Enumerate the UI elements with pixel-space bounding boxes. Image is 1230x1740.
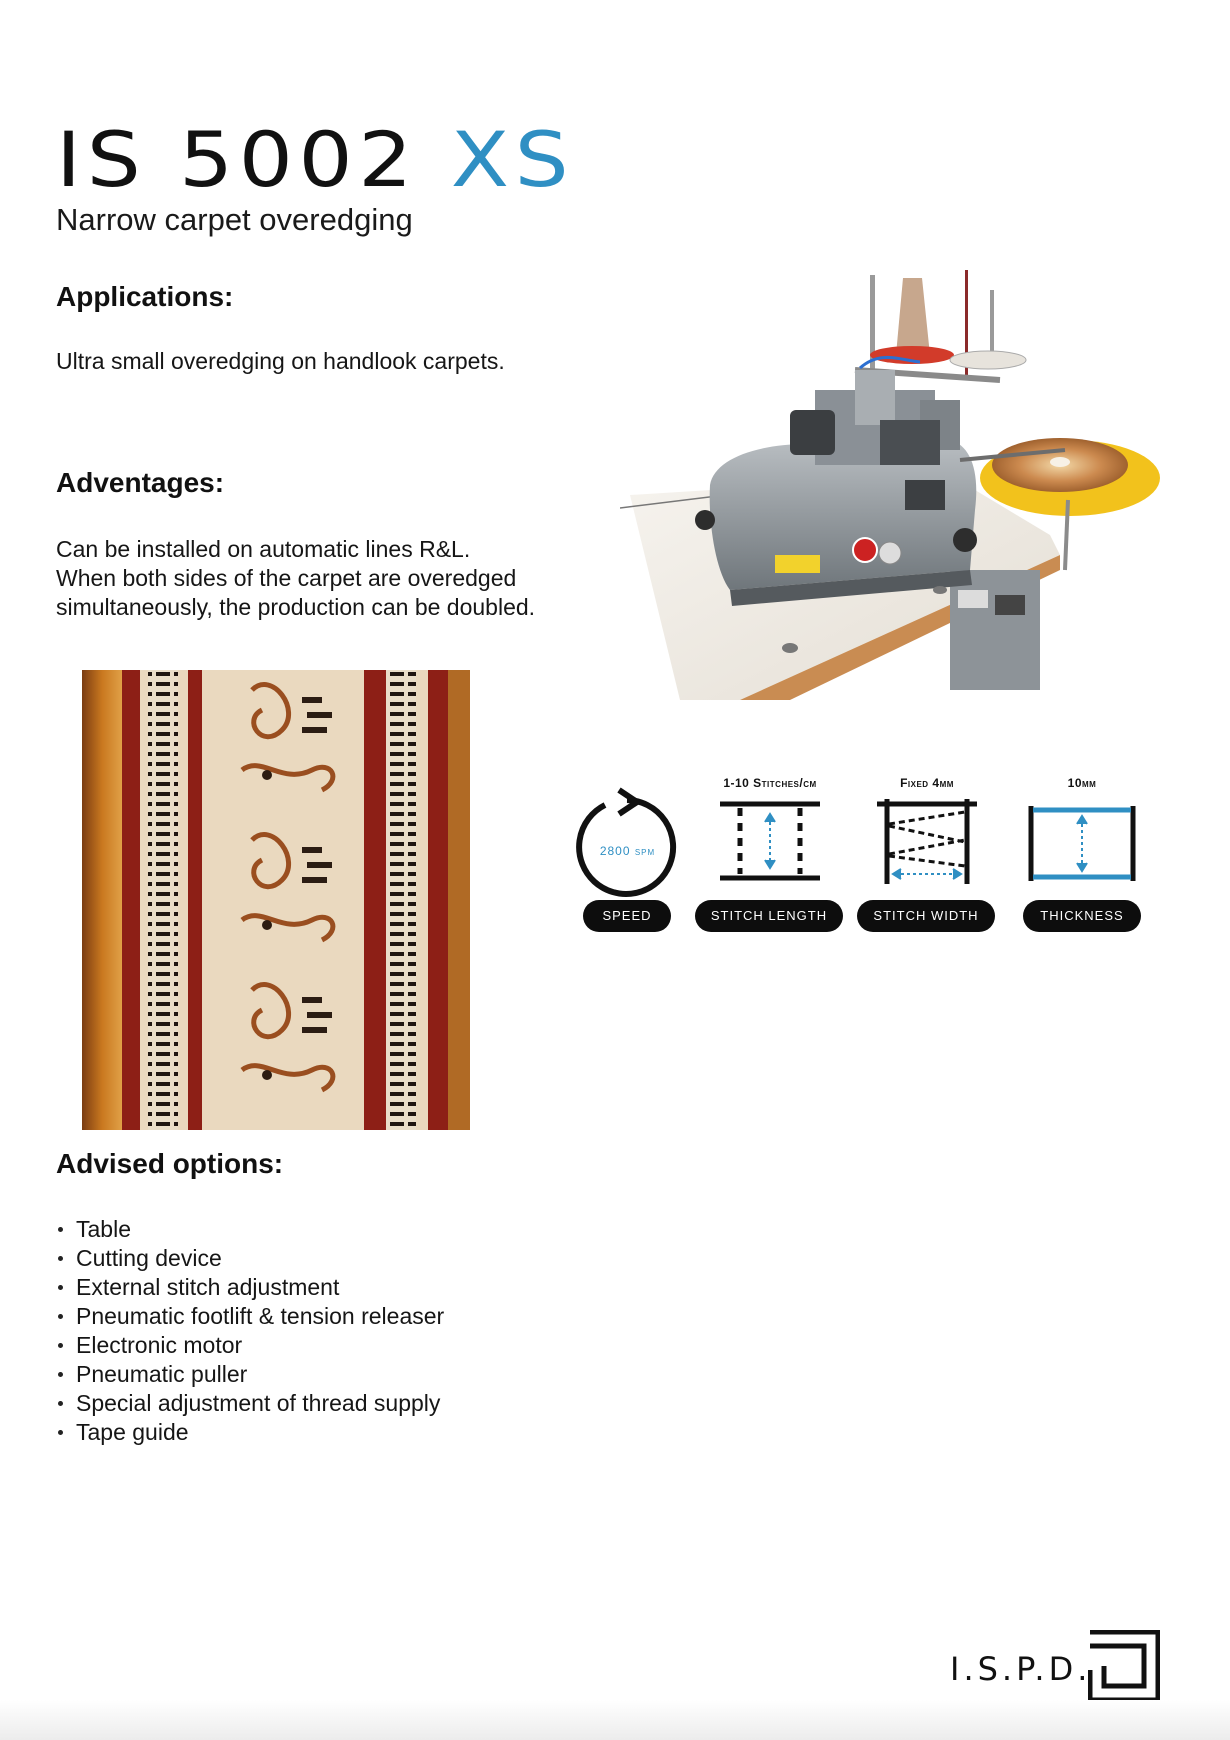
bullet-icon — [58, 1430, 63, 1435]
spec-speed — [575, 776, 680, 936]
list-item: Pneumatic puller — [56, 1360, 444, 1389]
speed-label: SPEED — [583, 900, 671, 932]
bullet-icon — [58, 1314, 63, 1319]
spec-thickness — [1022, 776, 1142, 936]
list-item: Table — [56, 1215, 444, 1244]
bullet-icon — [58, 1256, 63, 1261]
advantages-text — [56, 535, 535, 622]
advantages-line: simultaneously, the production can be doubled. — [56, 594, 536, 620]
sewing-machine-image — [620, 270, 1180, 700]
bullet-icon — [58, 1285, 63, 1290]
stitch-length-value: 1-10 Stitches/cm — [723, 776, 817, 790]
product-title — [56, 112, 574, 208]
ispd-logo-icon — [1088, 1630, 1160, 1702]
product-model: IS 5002 — [56, 115, 419, 204]
list-item: Tape guide — [56, 1418, 444, 1447]
speed-value: 2800 spm — [599, 844, 656, 858]
bullet-icon — [58, 1372, 63, 1377]
list-item: Special adjustment of thread supply — [56, 1389, 444, 1418]
bullet-icon — [58, 1401, 63, 1406]
advantages-heading: Adventages: — [56, 467, 225, 498]
spec-stitch-length — [695, 776, 845, 936]
stitch-length-label: STITCH LENGTH — [695, 900, 843, 932]
bullet-icon — [58, 1343, 63, 1348]
stitch-length-icon — [720, 794, 820, 884]
list-item: Pneumatic footlift & tension releaser — [56, 1302, 444, 1331]
stitch-width-label: STITCH WIDTH — [857, 900, 995, 932]
stitch-width-icon — [877, 794, 977, 884]
product-variant: XS — [450, 115, 575, 204]
advantages-line: Can be installed on automatic lines R&L. — [56, 536, 471, 562]
spec-stitch-width — [857, 776, 997, 936]
stitch-width-value: Fixed 4mm — [900, 776, 954, 790]
thickness-value: 10mm — [1067, 776, 1097, 790]
options-heading: Advised options: — [56, 1148, 284, 1179]
options-list — [56, 1215, 444, 1447]
list-item: Electronic motor — [56, 1331, 444, 1360]
logo-text: I.S.P.D. — [950, 1650, 1092, 1688]
applications-text: Ultra small overedging on handlook carpets. — [56, 348, 505, 374]
thickness-icon — [1028, 806, 1136, 881]
company-logo — [950, 1628, 1162, 1704]
advantages-line: When both sides of the carpet are overedged — [56, 565, 517, 591]
carpet-edge-image — [82, 670, 470, 1130]
applications-heading: Applications: — [56, 281, 234, 312]
list-item: Cutting device — [56, 1244, 444, 1273]
list-item: External stitch adjustment — [56, 1273, 444, 1302]
bullet-icon — [58, 1227, 63, 1232]
thickness-label: THICKNESS — [1023, 900, 1141, 932]
product-subtitle: Narrow carpet overedging — [56, 202, 413, 237]
